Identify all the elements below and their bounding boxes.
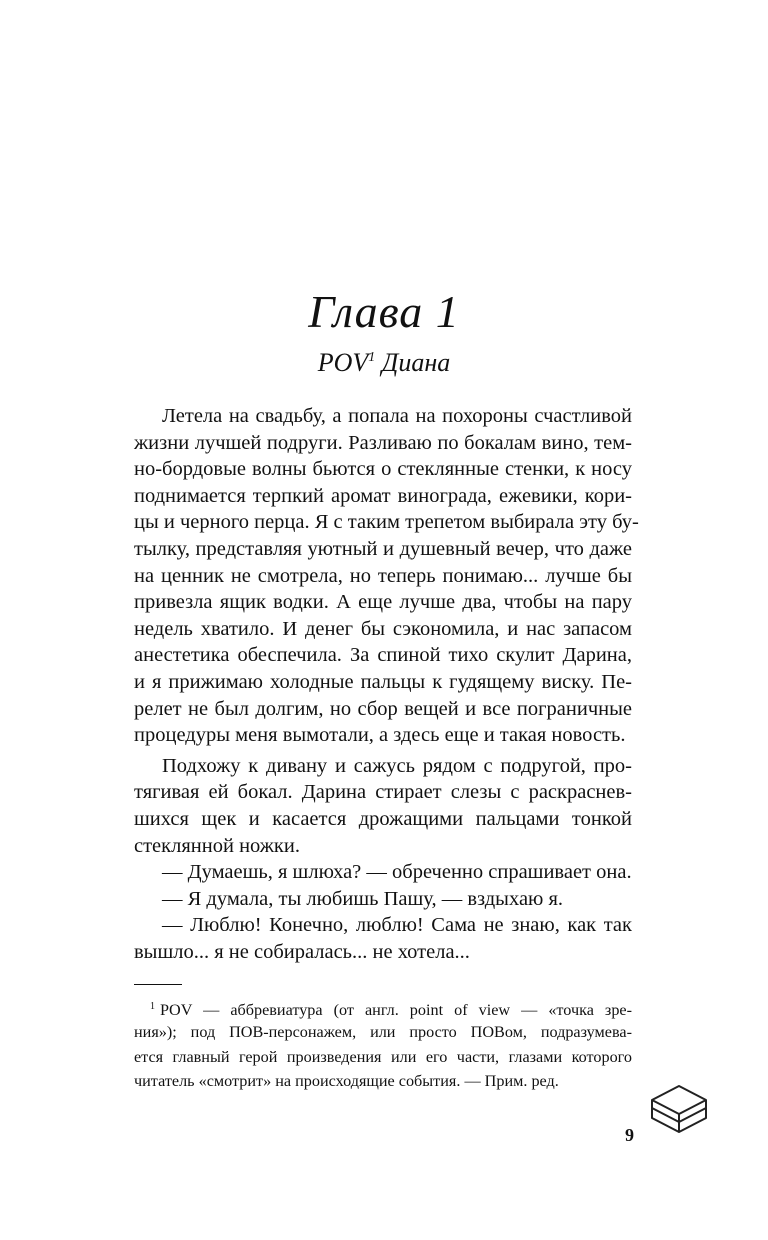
- page-number: 9: [625, 1125, 634, 1145]
- text-line: цы и черного перца. Я с таким трепетом выбирала эту бу-: [134, 511, 639, 534]
- text-line: стеклянной ножки.: [134, 834, 300, 857]
- text-line: Летела на свадьбу, а попала на похороны счастливой: [162, 405, 632, 427]
- footnote-line: ния»); под ПОВ-персонажем, или просто ПОВом, подразумева-: [134, 1022, 632, 1041]
- text-line: Подхожу к дивану и сажусь рядом с подругой, про-: [162, 754, 632, 777]
- chapter-title: Глава 1: [308, 286, 460, 337]
- body-text: [134, 403, 639, 965]
- text-line: жизни лучшей подруги. Разливаю по бокалам вино, тем-: [134, 431, 632, 454]
- text-line: тылку, представляя уютный и душевный вечер, что даже: [134, 537, 632, 560]
- dialogue-line: вышло... я не собиралась... не хотела...: [134, 940, 470, 963]
- text-line: но-бордовые волны бьются о стеклянные стенки, к носу: [134, 458, 632, 481]
- footnote: [134, 995, 632, 1094]
- footnote-text: POV — аббревиатура (от англ. point of view — «точка зре-: [160, 1001, 632, 1019]
- footnote-divider: [134, 984, 182, 985]
- text-line: на ценник не смотрела, но теперь понимаю... лучше бы: [134, 564, 632, 587]
- footnote-mark: 1: [150, 1001, 155, 1012]
- text-line: анестетика обеспечила. За спиной тихо скулит Дарина,: [134, 644, 632, 667]
- footnote-line: ется главный герой произведения или его части, глазами которого: [134, 1047, 632, 1066]
- subtitle-footnote-mark: 1: [368, 350, 376, 365]
- footnote-line: [134, 995, 632, 1020]
- text-line: недель хватило. И денег бы сэкономила, и нас запасом: [134, 617, 632, 640]
- text-line: поднимается терпкий аромат винограда, ежевики, кори-: [134, 484, 632, 507]
- text-line: процедуры меня вымотали, а здесь еще и такая новость.: [134, 724, 626, 747]
- chapter-subtitle: [0, 348, 768, 378]
- text-line: и я прижимаю холодные пальцы к гудящему виску. Пе-: [134, 670, 632, 693]
- dialogue-line: — Думаешь, я шлюха? — обреченно спрашивает она.: [162, 861, 632, 884]
- dialogue-line: — Я думала, ты любишь Пашу, — вздыхаю я.: [162, 887, 564, 910]
- text-line: релет не был долгим, но сбор вещей и все пограничные: [134, 697, 632, 720]
- subtitle-name: Диана: [381, 348, 451, 377]
- text-line: тягивая ей бокал. Дарина стирает слезы с раскраснев-: [134, 781, 632, 804]
- subtitle-pov: POV: [317, 348, 369, 377]
- text-line: привезла ящик водки. А еще лучше два, чтобы на пару: [134, 591, 632, 614]
- dialogue-line: — Люблю! Конечно, люблю! Сама не знаю, как так: [162, 914, 632, 937]
- cube-logo-icon: [648, 1078, 710, 1142]
- text-line: шихся щек и касается дрожащими пальцами тонкой: [134, 807, 632, 830]
- footnote-line: читатель «смотрит» на происходящие события. — Прим. ред.: [134, 1072, 559, 1091]
